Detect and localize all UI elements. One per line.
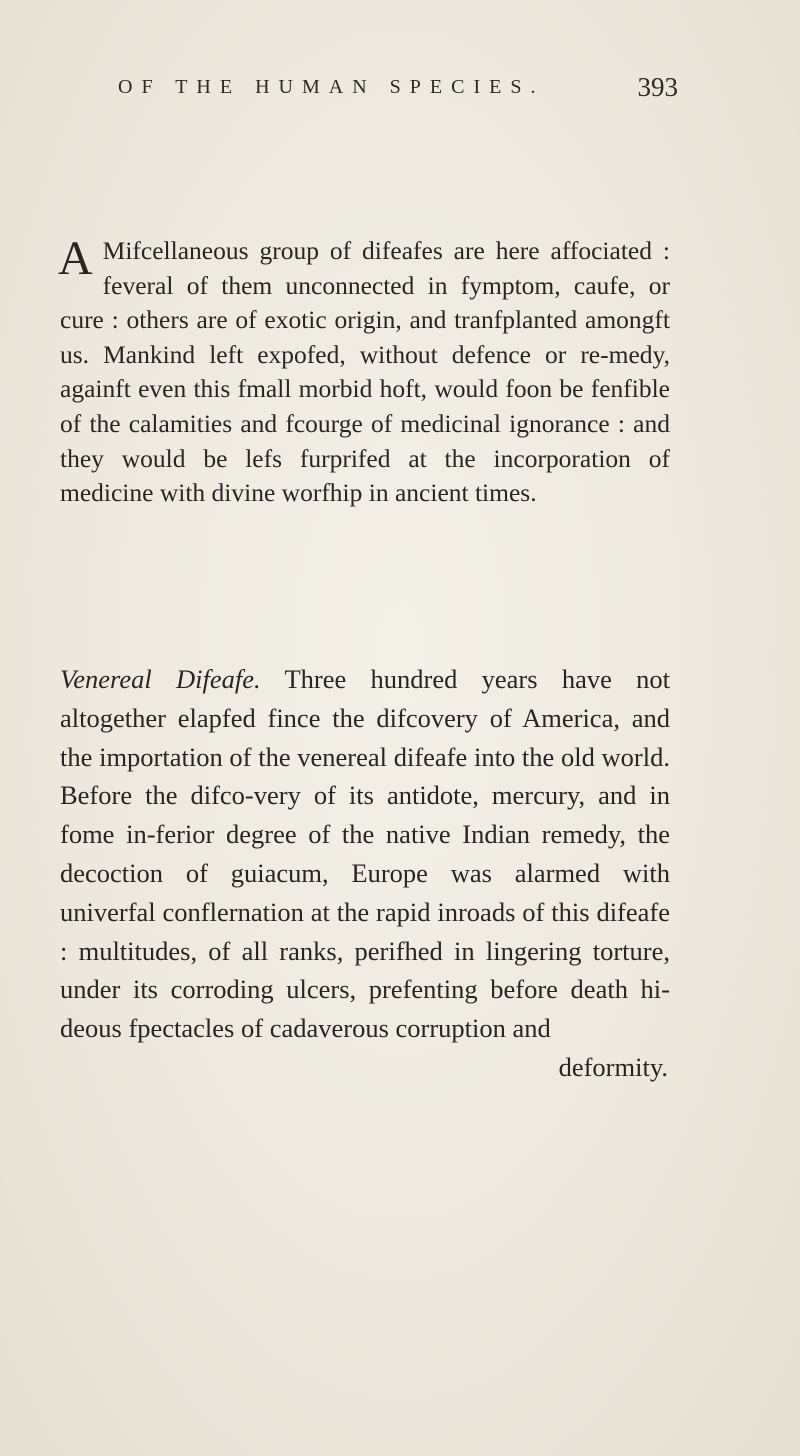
paragraph-text: Mifcellaneous group of difeafes are here affociated : feveral of them unconnected in fymptom, caufe, or cure : others are of exotic origin, and tranfplanted amongft us. Mankind left expofed, without defence or re-medy, againft even this fmall morbid hoft, would foon be fenfible of the calamities and fcourge of medicinal ignorance : and they would be lefs furprifed at the incorporation of medicine with divine worfhip in ancient times. (60, 236, 670, 508)
paragraph-text: Three hundred years have not altogether elapfed fince the difcovery of America, and the importation of the venereal difeafe into the old world. Before the difco-very of its antidote, mercury, and in fome in-ferior degree of the native Indian remedy, the decoction of guiacum, Europe was alarmed with univerfal conflernation at the rapid inroads of this difeafe : multitudes, of all ranks, perifhed in lingering torture, under its corroding ulcers, prefenting before death hi-deous fpectacles of cadaverous corruption and (60, 664, 670, 1044)
paragraph-venereal-disease (60, 660, 670, 1087)
paragraph-last-line: deformity. (558, 1051, 668, 1082)
drop-cap: A (58, 232, 93, 285)
paragraph-miscellaneous (60, 234, 670, 511)
section-heading: Venereal Difeafe. (60, 664, 261, 694)
running-title: OF THE HUMAN SPECIES. (118, 76, 545, 98)
page-number: 393 (637, 72, 678, 102)
running-head (118, 72, 678, 112)
